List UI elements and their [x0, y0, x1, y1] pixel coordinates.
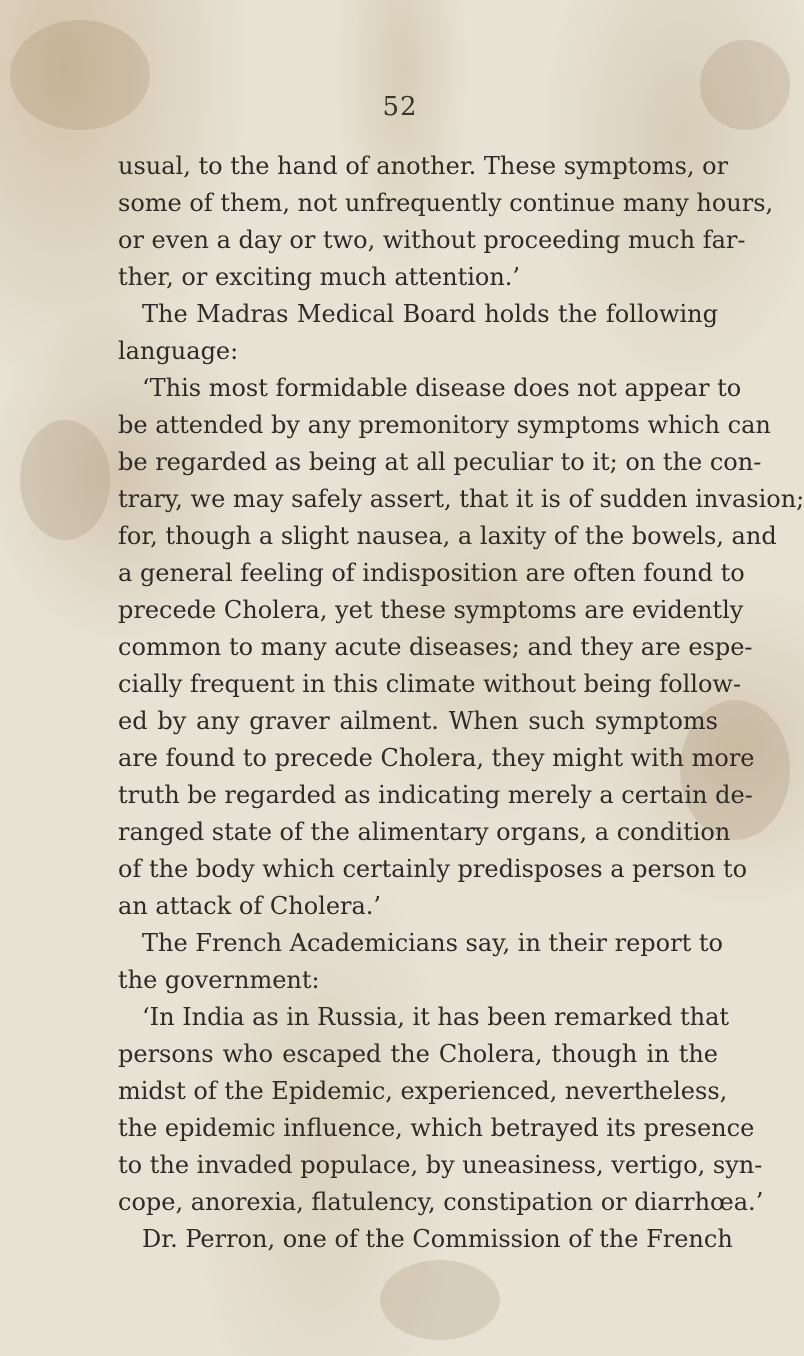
text-line: ‘This most formidable disease does not appear to: [142, 374, 742, 402]
text-line: ‘In India as in Russia, it has been remarked that: [142, 1003, 730, 1031]
text-line: the government:: [118, 966, 320, 994]
text-line: persons who escaped the Cholera, though in the: [118, 1040, 718, 1068]
paper-stain: [700, 40, 790, 130]
paper-stain: [20, 420, 110, 540]
text-line: truth be regarded as indicating merely a certain de-: [118, 781, 753, 809]
text-line: ranged state of the alimentary organs, a condition: [118, 818, 731, 846]
paper-stain: [10, 20, 150, 130]
text-line: ed by any graver ailment. When such symptoms: [118, 707, 718, 735]
text-line: midst of the Epidemic, experienced, nevertheless,: [118, 1077, 728, 1105]
text-line: common to many acute diseases; and they are espe-: [118, 633, 753, 661]
text-line: the epidemic influence, which betrayed its presence: [118, 1114, 755, 1142]
text-line: The Madras Medical Board holds the following: [142, 300, 718, 328]
text-line: be attended by any premonitory symptoms which can: [118, 411, 771, 439]
text-line: ther, or exciting much attention.’: [118, 263, 521, 291]
text-line: cope, anorexia, flatulency, constipation or diarrhœa.’: [118, 1188, 764, 1216]
text-line: trary, we may safely assert, that it is of sudden invasion;: [118, 485, 804, 513]
text-line: The French Academicians say, in their report to: [142, 929, 723, 957]
text-line: Dr. Perron, one of the Commission of the French: [142, 1225, 733, 1253]
text-line: some of them, not unfrequently continue many hours,: [118, 189, 774, 217]
text-line: usual, to the hand of another. These symptoms, or: [118, 152, 729, 180]
text-line: precede Cholera, yet these symptoms are evidently: [118, 596, 744, 624]
text-line: for, though a slight nausea, a laxity of the bowels, and: [118, 522, 777, 550]
text-line: be regarded as being at all peculiar to it; on the con-: [118, 448, 762, 476]
text-line: language:: [118, 337, 239, 365]
body-text: [118, 148, 804, 1258]
text-line: of the body which certainly predisposes a person to: [118, 855, 748, 883]
text-line: an attack of Cholera.’: [118, 892, 382, 920]
text-line: cially frequent in this climate without being follow-: [118, 670, 742, 698]
text-line: to the invaded populace, by uneasiness, vertigo, syn-: [118, 1151, 763, 1179]
text-line: or even a day or two, without proceeding much far-: [118, 226, 746, 254]
text-line: a general feeling of indisposition are often found to: [118, 559, 745, 587]
paper-stain: [380, 1260, 500, 1340]
text-line: are found to precede Cholera, they might with more: [118, 744, 755, 772]
page-number: 52: [382, 92, 418, 122]
